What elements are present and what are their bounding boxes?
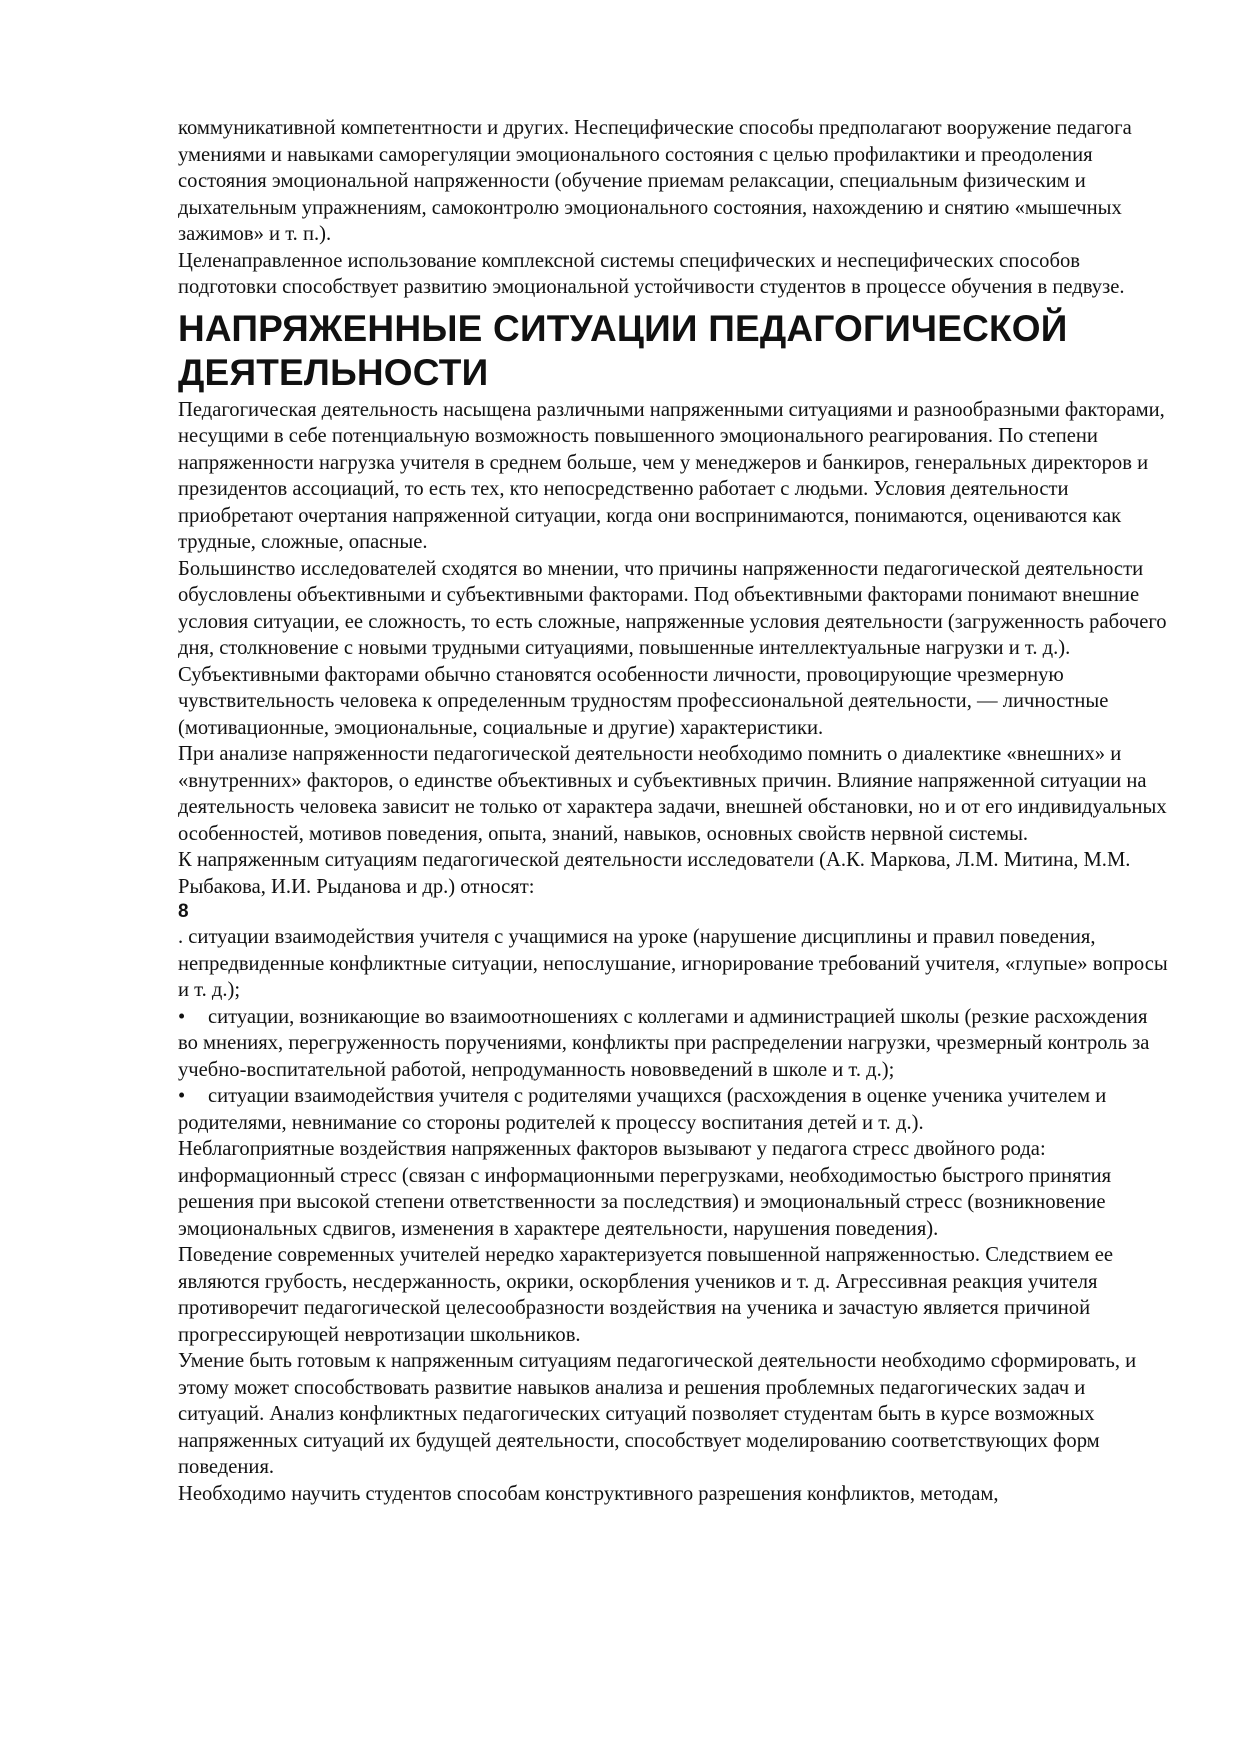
bullet-icon: •: [178, 1085, 186, 1107]
paragraph: Необходимо научить студентов способам конструктивного разрешения конфликтов, методам,: [178, 1482, 999, 1505]
list-item: [178, 1004, 1168, 1084]
paragraph: Большинство исследователей сходятся во мнении, что причины напряженности педагогической деятельности обусловлены объективными и субъективными факторами. Под объективными факторами понимают внешние условия ситуации, ее сложность, то есть сложные, напряженные условия деятельности (загруженность рабочего дня, столкновение с новыми трудными ситуациями, повышенные интеллектуальные нагрузки и т. д.). Субъективными факторами обычно становятся особенности личности, провоцирующие чрезмерную чувствительность человека к определенным трудностям профессиональной деятельности, — личностные (мотивационные, эмоциональные, социальные и другие) характеристики.: [178, 557, 1167, 739]
list-item-text: ситуации взаимодействия учителя с родителями учащихся (расхождения в оценке ученика учителем и родителями, невнимание со стороны родителей к процессу воспитания детей и т. д.).: [178, 1085, 1107, 1134]
paragraph: коммуникативной компетентности и других. Неспецифические способы предполагают вооружение педагога умениями и навыками саморегуляции эмоционального состояния с целью профилактики и преодоления состояния эмоциональной напряженности (обучение приемам релаксации, специальным физическим и дыхательным упражнениям, самоконтролю эмоционального состояния, нахождению и снятию «мышечных зажимов» и т. п.).: [178, 117, 1132, 245]
paragraph: К напряженным ситуациям педагогической деятельности исследователи (А.К. Маркова, Л.М. Митина, М.М. Рыбакова, И.И. Рыданова и др.) относят:: [178, 849, 1131, 898]
section-heading: НАПРЯЖЕННЫЕ СИТУАЦИИ ПЕДАГОГИЧЕСКОЙ ДЕЯТЕЛЬНОСТИ: [178, 307, 1068, 393]
paragraph: Поведение современных учителей нередко характеризуется повышенной напряженностью. Следствием ее являются грубость, несдержанность, окрики, оскорбления учеников и т. д. Агрессивная реакция учителя противоречит педагогической целесообразности воздействия на ученика и зачастую является причиной прогрессирующей невротизации школьников.: [178, 1244, 1114, 1346]
paragraph: Целенаправленное использование комплексной системы специфических и неспецифических способов подготовки способствует развитию эмоциональной устойчивости студентов в процессе обучения в педвузе.: [178, 249, 1125, 298]
list-item: . ситуации взаимодействия учителя с учащимися на уроке (нарушение дисциплины и правил поведения, непредвиденные конфликтные ситуации, непослушание, игнорирование требований учителя, «глупые» вопросы и т. д.);: [178, 926, 1168, 1001]
list-item-text: ситуации, возникающие во взаимоотношениях с коллегами и администрацией школы (резкие расхождения во мнениях, перегруженность поручениями, конфликты при распределении нагрузки, чрезмерный контроль за учебно-воспитательной работой, непродуманность нововведений в школе и т. д.);: [178, 1005, 1150, 1081]
paragraph: Педагогическая деятельность насыщена различными напряженными ситуациями и разнообразными факторами, несущими в себе потенциальную возможность повышенного эмоционального реагирования. По степени напряженности нагрузка учителя в среднем больше, чем у менеджеров и банкиров, генеральных директоров и президентов ассоциаций, то есть тех, кто непосредственно работает с людьми. Условия деятельности приобретают очертания напряженной ситуации, когда они воспринимаются, понимаются, оцениваются как трудные, сложные, опасные.: [178, 398, 1165, 553]
paragraph: Умение быть готовым к напряженным ситуациям педагогической деятельности необходимо сформировать, и этому может способствовать развитие навыков анализа и решения проблемных педагогических задач и ситуаций. Анализ конфликтных педагогических ситуаций позволяет студентам быть в курсе возможных напряженных ситуаций их будущей деятельности, способствует моделированию соответствующих форм поведения.: [178, 1350, 1137, 1478]
paragraph: Неблагоприятные воздействия напряженных факторов вызывают у педагога стресс двойного рода: информационный стресс (связан с информационными перегрузками, необходимостью быстрого принятия решения при высокой степени ответственности за последствия) и эмоциональный стресс (возникновение эмоциональных сдвигов, изменения в характере деятельности, нарушения поведения).: [178, 1138, 1112, 1240]
document-page: [178, 115, 1168, 1507]
paragraph: При анализе напряженности педагогической деятельности необходимо помнить о диалектике «внешних» и «внутренних» факторов, о единстве объективных и субъективных причин. Влияние напряженной ситуации на деятельность человека зависит не только от характера задачи, внешней обстановки, но и от его индивидуальных особенностей, мотивов поведения, опыта, знаний, навыков, основных свойств нервной системы.: [178, 743, 1167, 845]
page-number: 8: [178, 901, 189, 922]
list-item: [178, 1083, 1168, 1136]
bullet-icon: •: [178, 1005, 186, 1028]
